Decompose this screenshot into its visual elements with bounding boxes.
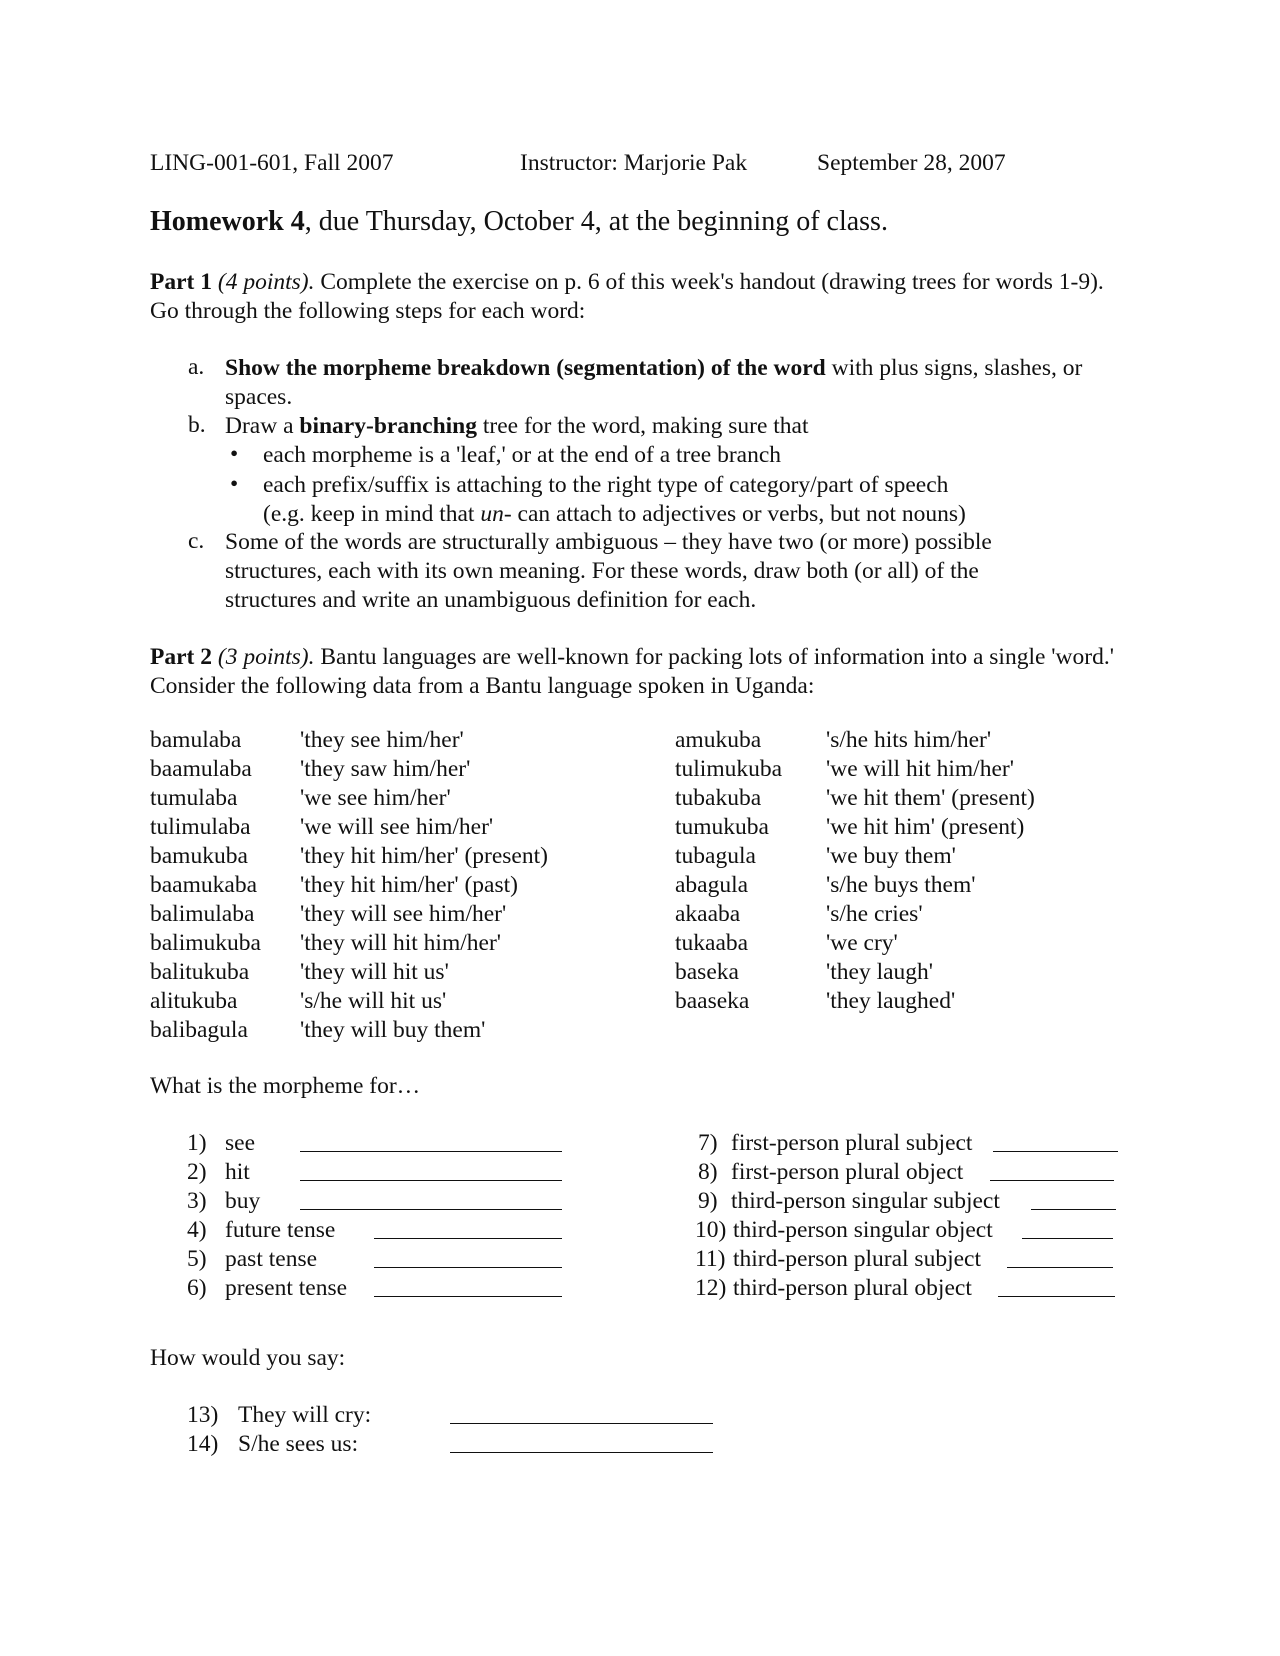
question-label: third-person plural object	[733, 1275, 972, 1301]
answer-blank[interactable]	[990, 1160, 1114, 1181]
gloss: 'we hit them' (present)	[826, 785, 1035, 811]
question-number: 1)	[187, 1130, 207, 1156]
question-number: 4)	[187, 1217, 207, 1243]
bantu-word: balimulaba	[150, 901, 255, 927]
list-marker: b.	[188, 412, 206, 438]
bantu-word: amukuba	[675, 727, 762, 753]
item-b-bold: binary-branching	[299, 413, 477, 439]
bantu-word: tulimulaba	[150, 814, 251, 840]
bullet-icon: •	[230, 471, 239, 497]
page-title	[150, 206, 888, 238]
question-number: 10)	[695, 1217, 727, 1243]
part1-intro	[150, 268, 1130, 326]
question-number: 8)	[698, 1159, 718, 1185]
question-number: 3)	[187, 1188, 207, 1214]
question-label: hit	[225, 1159, 250, 1185]
gloss: 'they will hit him/her'	[300, 930, 502, 956]
answer-blank[interactable]	[374, 1276, 562, 1297]
bantu-word: akaaba	[675, 901, 741, 927]
list-item	[225, 412, 1125, 441]
title-bold: Homework 4	[150, 206, 305, 237]
question-label: past tense	[225, 1246, 318, 1272]
date-info: September 28, 2007	[817, 150, 1006, 176]
gloss: 's/he will hit us'	[300, 988, 447, 1014]
bantu-word: tumulaba	[150, 785, 238, 811]
answer-blank[interactable]	[450, 1432, 713, 1453]
bantu-word: tukaaba	[675, 930, 749, 956]
bullet2-pre: (e.g. keep in mind that	[263, 501, 481, 527]
question-label: future tense	[225, 1217, 336, 1243]
bantu-word: tubakuba	[675, 785, 762, 811]
bantu-word: balimukuba	[150, 930, 261, 956]
question-label: see	[225, 1130, 256, 1156]
question-number: 13)	[187, 1402, 219, 1428]
list-marker: c.	[188, 528, 205, 554]
course-info: LING-001-601, Fall 2007	[150, 150, 394, 176]
bullet2-post: can attach to adjectives or verbs, but not nouns)	[511, 501, 966, 527]
gloss: 'we see him/her'	[300, 785, 451, 811]
question-heading: What is the morpheme for…	[150, 1073, 421, 1099]
question-number: 2)	[187, 1159, 207, 1185]
list-item	[225, 354, 1125, 412]
bantu-word: balibagula	[150, 1017, 248, 1043]
answer-blank[interactable]	[374, 1218, 562, 1239]
gloss: 'we will hit him/her'	[826, 756, 1014, 782]
answer-blank[interactable]	[993, 1131, 1118, 1152]
gloss: 's/he cries'	[826, 901, 923, 927]
gloss: 'we will see him/her'	[300, 814, 494, 840]
question-number: 12)	[695, 1275, 727, 1301]
bantu-word: balitukuba	[150, 959, 250, 985]
gloss: 'they hit him/her' (present)	[300, 843, 548, 869]
answer-blank[interactable]	[374, 1247, 562, 1268]
bantu-word: abagula	[675, 872, 749, 898]
bantu-word: baseka	[675, 959, 739, 985]
question-number: 14)	[187, 1431, 219, 1457]
part2-points: (3 points).	[217, 644, 315, 670]
bullet2-ital: un-	[480, 501, 512, 527]
list-marker: a.	[188, 354, 205, 380]
part1-label: Part 1	[150, 269, 212, 295]
gloss: 'they hit him/her' (past)	[300, 872, 518, 898]
gloss: 'they laughed'	[826, 988, 956, 1014]
bullet-icon: •	[230, 441, 239, 467]
title-rest: , due Thursday, October 4, at the beginning of class.	[304, 206, 888, 237]
gloss: 'we hit him' (present)	[826, 814, 1025, 840]
list-item: Some of the words are structurally ambiguous – they have two (or more) possible structures, each with its own meaning. For these words, draw both (or all) of the structures and write an unambiguous definition for each.	[225, 529, 992, 613]
bullet-item	[263, 471, 1123, 529]
gloss: 'they saw him/her'	[300, 756, 471, 782]
question-number: 6)	[187, 1275, 207, 1301]
question-number: 11)	[695, 1246, 726, 1272]
bantu-word: tubagula	[675, 843, 756, 869]
part1-points: (4 points).	[217, 269, 315, 295]
answer-blank[interactable]	[300, 1160, 562, 1181]
answer-blank[interactable]	[450, 1403, 713, 1424]
answer-blank[interactable]	[1022, 1218, 1113, 1239]
bantu-word: bamukuba	[150, 843, 248, 869]
gloss: 's/he buys them'	[826, 872, 976, 898]
part1-text: Complete the exercise on p. 6 of this week's handout (drawing trees for words 1-9). Go through the following steps for each word:	[150, 269, 1104, 324]
gloss: 'they will hit us'	[300, 959, 449, 985]
bantu-word: baaseka	[675, 988, 750, 1014]
bullet2-line1: each prefix/suffix is attaching to the right type of category/part of speech	[263, 472, 949, 498]
part2-label: Part 2	[150, 644, 212, 670]
answer-blank[interactable]	[1007, 1247, 1113, 1268]
bantu-word: bamulaba	[150, 727, 242, 753]
bantu-word: tumukuba	[675, 814, 769, 840]
bullet-item: each morpheme is a 'leaf,' or at the end of a tree branch	[263, 442, 782, 468]
gloss: 'we cry'	[826, 930, 898, 956]
question-number: 5)	[187, 1246, 207, 1272]
answer-blank[interactable]	[1031, 1189, 1116, 1210]
item-b-pre: Draw a	[225, 413, 300, 439]
question-label: S/he sees us:	[238, 1431, 359, 1457]
part2-text: Bantu languages are well-known for packing lots of information into a single 'word.' Consider the following data from a Bantu language spoken in Uganda:	[150, 644, 1114, 699]
answer-blank[interactable]	[300, 1189, 562, 1210]
answer-blank[interactable]	[300, 1131, 562, 1152]
gloss: 'they will see him/her'	[300, 901, 507, 927]
item-b-rest: tree for the word, making sure that	[476, 413, 809, 439]
question-number: 7)	[698, 1130, 718, 1156]
item-a-bold: Show the morpheme breakdown (segmentation) of the word	[225, 355, 826, 381]
answer-blank[interactable]	[998, 1276, 1115, 1297]
gloss: 's/he hits him/her'	[826, 727, 992, 753]
question-label: They will cry:	[238, 1402, 372, 1428]
bantu-word: baamulaba	[150, 756, 252, 782]
gloss: 'they see him/her'	[300, 727, 464, 753]
part2-intro	[150, 643, 1130, 701]
question-label: present tense	[225, 1275, 348, 1301]
question-heading: How would you say:	[150, 1345, 346, 1371]
question-label: first-person plural object	[731, 1159, 964, 1185]
instructor-info: Instructor: Marjorie Pak	[520, 150, 748, 176]
bantu-word: alitukuba	[150, 988, 238, 1014]
bantu-word: baamukaba	[150, 872, 258, 898]
question-label: third-person singular object	[733, 1217, 993, 1243]
question-number: 9)	[698, 1188, 718, 1214]
gloss: 'they laugh'	[826, 959, 934, 985]
question-label: buy	[225, 1188, 261, 1214]
question-label: third-person plural subject	[733, 1246, 981, 1272]
question-label: third-person singular subject	[731, 1188, 1000, 1214]
question-label: first-person plural subject	[731, 1130, 973, 1156]
gloss: 'we buy them'	[826, 843, 956, 869]
item-a-rest: with plus signs, slashes, or spaces.	[225, 355, 1083, 410]
bantu-word: tulimukuba	[675, 756, 783, 782]
gloss: 'they will buy them'	[300, 1017, 486, 1043]
